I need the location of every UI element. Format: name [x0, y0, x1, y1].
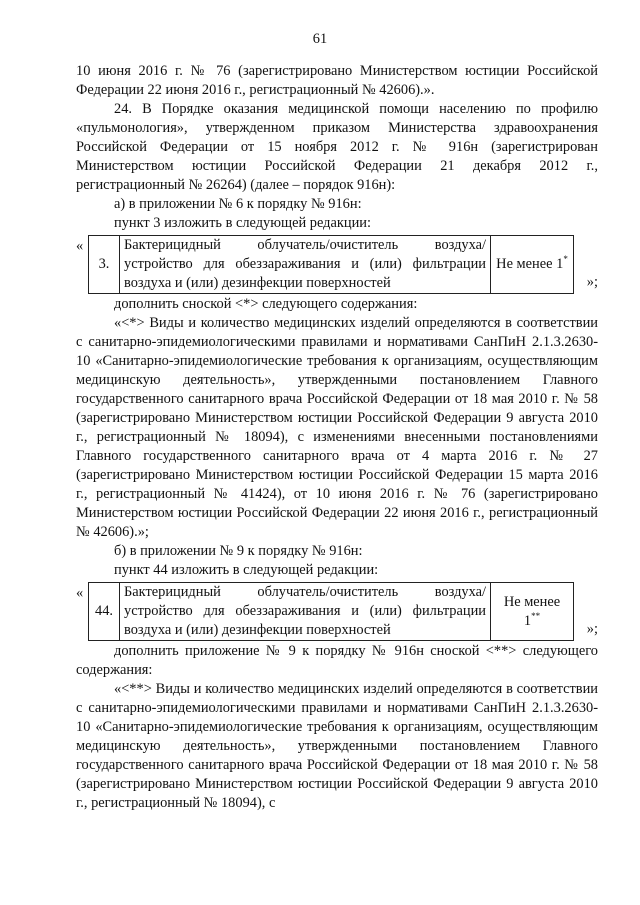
instruction-line: дополнить сноской <*> следующего содержания:	[114, 296, 418, 312]
close-quote: »;	[586, 621, 598, 637]
replacement-row-44	[76, 582, 598, 641]
row-number: 44.	[89, 583, 120, 641]
replacement-row-3	[76, 235, 598, 294]
instruction-line: пункт 3 изложить в следующей редакции:	[114, 215, 371, 231]
equipment-quantity: Не менее 1*	[491, 236, 574, 294]
equipment-description: Бактерицидный облучатель/очиститель воздуха/устройство для обеззараживания и (или) фильтрации воздуха и (или) дезинфекции поверхностей	[120, 236, 491, 294]
open-quote: «	[76, 585, 84, 601]
instruction-line: пункт 44 изложить в следующей редакции:	[114, 562, 379, 578]
table-row	[89, 236, 574, 294]
footnote-text: «<*> Виды и количество медицинских изделий определяются в соответствии с санитарно-эпидемиологическими правилами и нормативами СанПиН 2.1.3.2630-10 «Санитарно-эпидемиологические требования к организациям, осуществляющим медицинскую деятельность», утвержденными постановлением Главного государственного санитарного врача Российской Федерации от 18 мая 2010 г. № 58 (зарегистрировано Министерством юстиции Российской Федерации 9 августа 2010 г., регистрационный № 18094), с изменениями внесенными постановлениями Главного государственного санитарного врача от 4 марта 2016 г. № 27 (зарегистрировано Министерством юстиции Российской Федерации 15 марта 2016 г., регистрационный № 41424), от 10 июня 2016 г. № 76 (зарегистрировано Министерством юстиции Российской Федерации 22 июня 2016 г., регистрационный № 42606).»;	[76, 315, 598, 540]
footnote-mark: **	[531, 610, 541, 621]
subitem-b: б) в приложении № 9 к порядку № 916н:	[114, 543, 363, 559]
document-body	[76, 62, 598, 813]
footnote-mark: *	[563, 254, 568, 265]
table-row	[89, 583, 574, 641]
equipment-description: Бактерицидный облучатель/очиститель воздуха/устройство для обеззараживания и (или) фильтрации воздуха и (или) дезинфекции поверхностей	[120, 583, 491, 641]
open-quote: «	[76, 238, 84, 254]
paragraph-item-24: 24. В Порядке оказания медицинской помощи населению по профилю «пульмонология», утвержденном приказом Министерства здравоохранения Российской Федерации от 15 ноября 2012 г. № 916н (зарегистрирован Министерством юстиции Российской Федерации 21 декабря 2012 г., регистрационный № 26264) (далее – порядок 916н):	[76, 101, 598, 193]
row-number: 3.	[89, 236, 120, 294]
page-number: 61	[312, 31, 328, 47]
equipment-table	[88, 582, 574, 641]
equipment-table	[88, 235, 574, 294]
paragraph: 10 июня 2016 г. № 76 (зарегистрировано Министерством юстиции Российской Федерации 22 июня 2016 г., регистрационный № 42606).».	[76, 63, 598, 98]
instruction-line: дополнить приложение № 9 к порядку № 916н сноской <**> следующего содержания:	[76, 643, 598, 678]
close-quote: »;	[586, 274, 598, 290]
footnote-text: «<**> Виды и количество медицинских изделий определяются в соответствии с санитарно-эпидемиологическими правилами и нормативами СанПиН 2.1.3.2630-10 «Санитарно-эпидемиологические требования к организациям, осуществляющим медицинскую деятельность», утвержденными постановлением Главного государственного санитарного врача Российской Федерации от 18 мая 2010 г. № 58 (зарегистрировано Министерством юстиции Российской Федерации 9 августа 2010 г., регистрационный № 18094), с	[76, 681, 598, 811]
subitem-a: а) в приложении № 6 к порядку № 916н:	[114, 196, 362, 212]
equipment-quantity: Не менее 1**	[491, 583, 574, 641]
